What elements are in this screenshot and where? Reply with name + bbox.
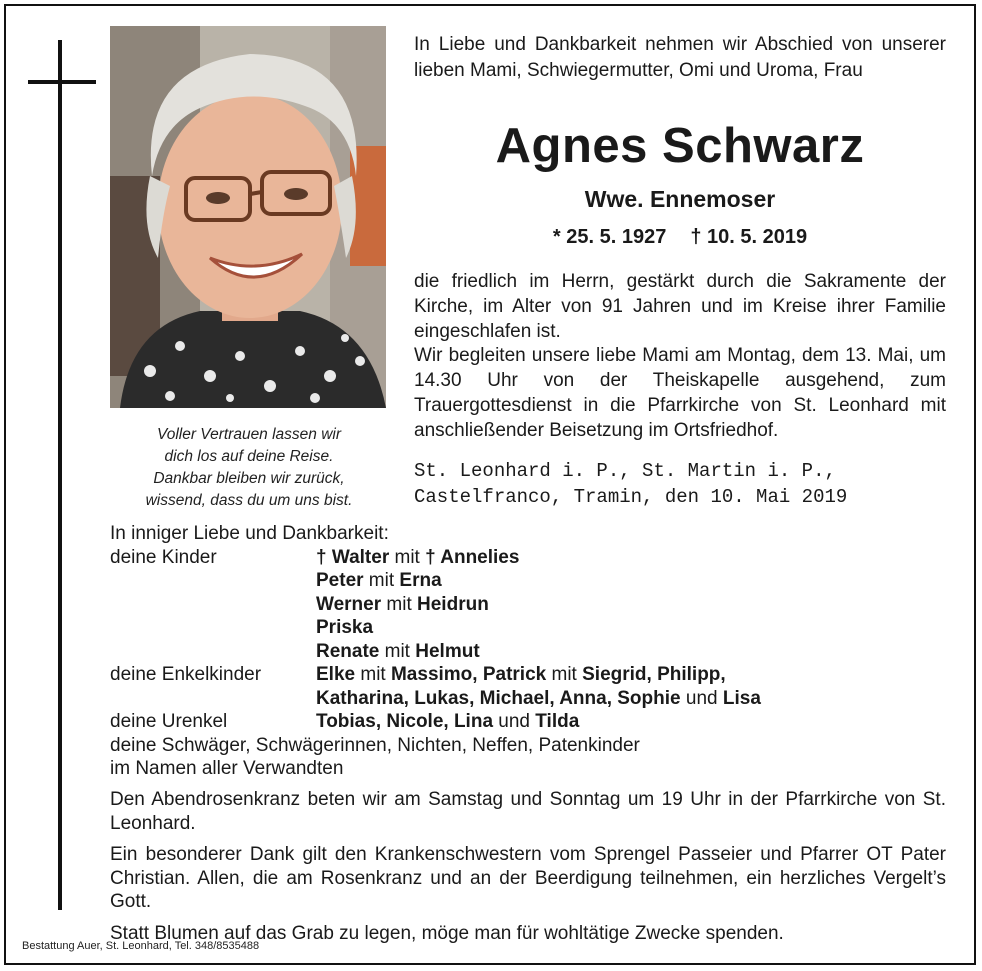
great-grandchild-name: Tobias, Nicole, Lina [316, 711, 494, 732]
family-list [110, 522, 950, 781]
quote-line: Voller Vertrauen lassen wir [156, 426, 342, 443]
death-date: † 10. 5. 2019 [690, 226, 808, 248]
connector: und [680, 687, 723, 709]
relatives-line: im Namen aller Verwandten [110, 758, 344, 779]
birth-date: * 25. 5. 1927 [552, 226, 667, 248]
place-date [414, 458, 946, 510]
thanks-note: Ein besonderer Dank gilt den Krankenschwestern vom Sprengel Passeier und Pfarrer OT Pater Christian. Allen, die am Rosenkranz und an der Beerdigung teilnehmen, ein herzliches Vergelt’s Gott. [110, 844, 946, 912]
intro-text: In Liebe und Dankbarkeit nehmen wir Abschied von unserer lieben Mami, Schwiegermutter, Omi und Uroma, Frau [414, 34, 946, 81]
great-grandchild-name: Tilda [535, 711, 580, 732]
closing-notes [110, 788, 946, 953]
deceased-name: Agnes Schwarz [495, 119, 865, 173]
quote-line: wissend, dass du um uns bist. [145, 492, 353, 509]
connector: mit [355, 664, 391, 685]
family-intro: In inniger Liebe und Dankbarkeit: [110, 523, 389, 544]
spouse-name: Helmut [415, 640, 480, 662]
rosary-note: Den Abendrosenkranz beten wir am Samstag und Sonntag um 19 Uhr in der Pfarrkirche von St. Leonhard. [110, 789, 946, 834]
place-line: St. Leonhard i. P., St. Martin i. P., [414, 460, 836, 482]
life-dates [414, 224, 946, 250]
child-name: Priska [316, 617, 374, 638]
grandchild-name: Lisa [722, 687, 761, 709]
child-name: Renate [316, 640, 380, 662]
relatives-line: deine Schwäger, Schwägerinnen, Nichten, Neffen, Patenkinder [110, 734, 640, 756]
family-label: deine Urenkel [110, 711, 228, 732]
portrait-photo [110, 26, 386, 408]
family-label: deine Kinder [110, 546, 217, 568]
spouse-name: Erna [399, 570, 442, 591]
child-name: Werner [316, 593, 382, 615]
family-row-enkel [110, 663, 950, 710]
donation-note: Statt Blumen auf das Grab zu legen, möge man für wohltätige Zwecke spenden. [110, 922, 784, 944]
portrait-image [110, 26, 386, 408]
quote-text [104, 424, 394, 512]
connector: mit [363, 570, 400, 591]
connector: mit [381, 593, 418, 615]
connector: mit [546, 664, 583, 685]
grandchild-name: Katharina, Lukas, Michael, Anna, Sophie [316, 687, 681, 709]
cross-icon-bar [28, 80, 96, 84]
place-line: Castelfranco, Tramin, den 10. Mai 2019 [414, 486, 848, 508]
spouse-name: † Annelies [425, 546, 520, 568]
announcement-body [414, 270, 946, 444]
funeral-home-footer: Bestattung Auer, St. Leonhard, Tel. 348/8535488 [22, 940, 260, 952]
widow-name: Wwe. Ennemoser [584, 186, 776, 212]
grandchild-name: Siegrid, Philipp, [582, 664, 726, 685]
family-row-urenkel [110, 710, 950, 734]
connector: und [493, 711, 536, 732]
family-names [316, 710, 950, 734]
child-name: † Walter [316, 546, 390, 568]
quote-line: Dankbar bleiben wir zurück, [153, 470, 345, 487]
family-names [316, 546, 950, 664]
child-name: Peter [316, 570, 364, 591]
spouse-name: Heidrun [417, 593, 489, 615]
passing-paragraph: die friedlich im Herrn, gestärkt durch die Sakramente der Kirche, im Alter von 91 Jahren und im Kreise ihrer Familie eingeschlafen ist. [414, 271, 946, 342]
family-row-kinder [110, 546, 950, 664]
family-names [316, 663, 950, 710]
cross-icon [58, 40, 62, 910]
grandchild-name: Elke [316, 664, 356, 685]
quote-line: dich los auf deine Reise. [164, 448, 334, 465]
grandchild-name: Massimo, Patrick [390, 664, 547, 685]
family-label: deine Enkelkinder [110, 664, 262, 685]
funeral-paragraph: Wir begleiten unsere liebe Mami am Montag, dem 13. Mai, um 14.30 Uhr von der Theiskapelle ausgehend, zum Trauergottesdienst in die Pfarrkirche von St. Leonhard mit anschließender Beisetzung im Ortsfriedhof. [414, 345, 946, 441]
connector: mit [379, 640, 416, 662]
connector: mit [389, 546, 426, 568]
